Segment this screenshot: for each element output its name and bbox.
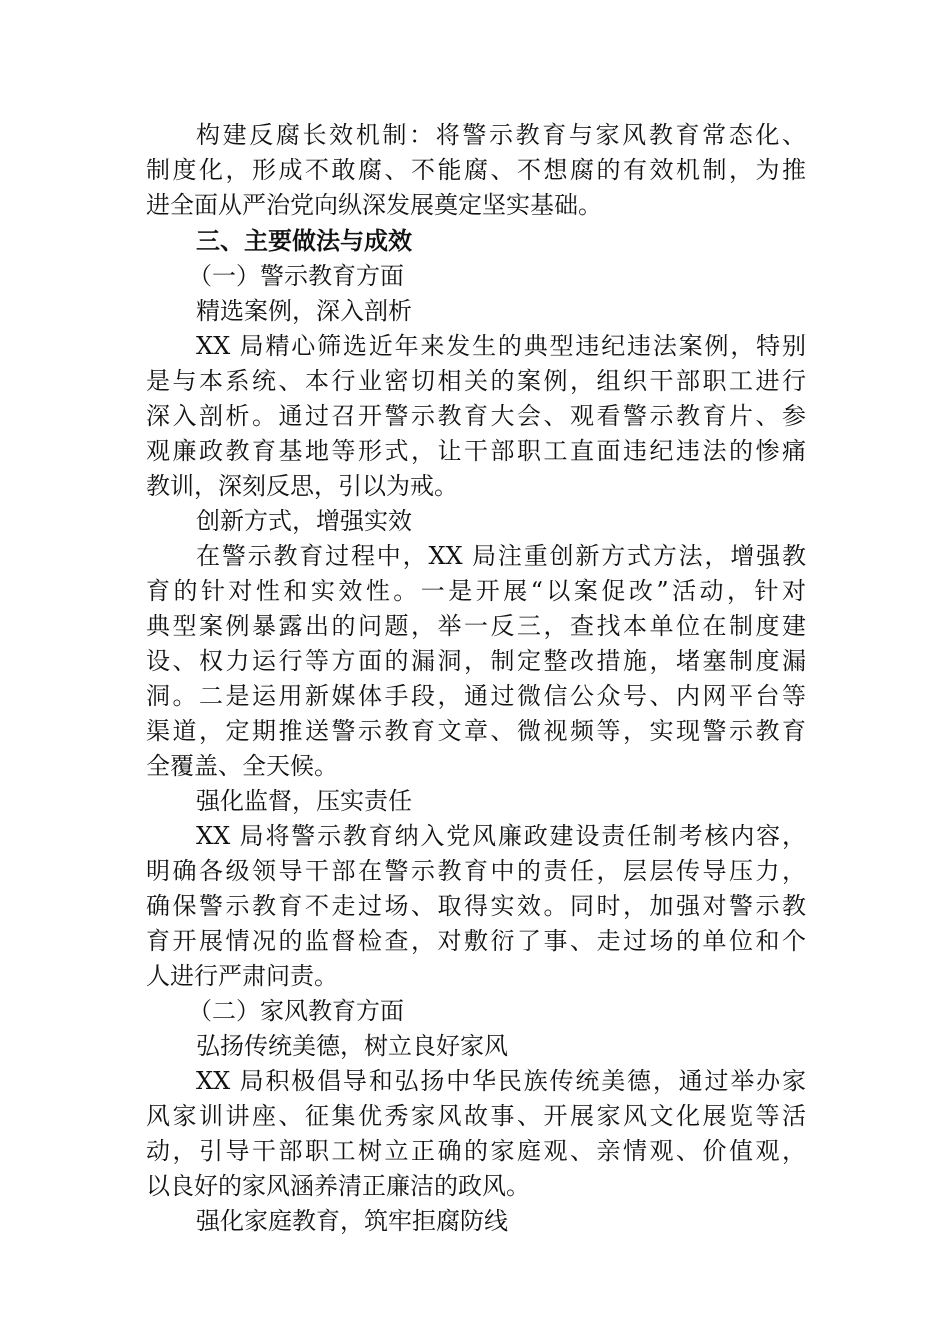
- para-4-line-4: 育开展情况的监督检查，对敷衍了事、走过场的单位和个: [146, 927, 806, 955]
- para-3-line-2: 育的针对性和实效性。一是开展“以案促改”活动，针对: [146, 577, 806, 605]
- para-5-line-1: XX 局积极倡导和弘扬中华民族传统美德，通过举办家: [196, 1067, 806, 1095]
- para-3-line-3: 典型案例暴露出的问题，举一反三，查找本单位在制度建: [146, 612, 806, 640]
- section-heading: 三、主要做法与成效: [196, 226, 412, 255]
- subsection-heading-1: （一）警示教育方面: [188, 262, 404, 290]
- topic-title-2: 创新方式，增强实效: [196, 507, 412, 535]
- subsection-heading-2: （二）家风教育方面: [188, 997, 404, 1025]
- para-2-line-1: XX 局精心筛选近年来发生的典型违纪违法案例，特别: [196, 332, 806, 360]
- topic-title-1: 精选案例，深入剖析: [196, 297, 412, 325]
- para-4-line-5: 人进行严肃问责。: [146, 962, 338, 990]
- topic-title-4: 弘扬传统美德，树立良好家风: [196, 1032, 508, 1060]
- para-5-line-2: 风家训讲座、征集优秀家风故事、开展家风文化展览等活: [146, 1102, 806, 1130]
- para-2-line-3: 深入剖析。通过召开警示教育大会、观看警示教育片、参: [146, 402, 806, 430]
- para-2-line-5: 教训，深刻反思，引以为戒。: [146, 472, 458, 500]
- topic-title-5: 强化家庭教育，筑牢拒腐防线: [196, 1207, 508, 1235]
- para-3-line-7: 全覆盖、全天候。: [146, 752, 338, 780]
- para-1-line-1: 构建反腐长效机制：将警示教育与家风教育常态化、: [196, 121, 806, 149]
- para-4-line-1: XX 局将警示教育纳入党风廉政建设责任制考核内容，: [196, 822, 806, 850]
- para-4-line-3: 确保警示教育不走过场、取得实效。同时，加强对警示教: [146, 892, 806, 920]
- topic-title-3: 强化监督，压实责任: [196, 787, 412, 815]
- para-4-line-2: 明确各级领导干部在警示教育中的责任，层层传导压力，: [146, 857, 806, 885]
- para-3-line-6: 渠道，定期推送警示教育文章、微视频等，实现警示教育: [146, 717, 806, 745]
- para-1-line-2: 制度化，形成不敢腐、不能腐、不想腐的有效机制，为推: [146, 156, 806, 184]
- para-3-line-1: 在警示教育过程中，XX 局注重创新方式方法，增强教: [196, 542, 806, 570]
- para-2-line-4: 观廉政教育基地等形式，让干部职工直面违纪违法的惨痛: [146, 437, 806, 465]
- para-5-line-3: 动，引导干部职工树立正确的家庭观、亲情观、价值观，: [146, 1137, 806, 1165]
- para-3-line-4: 设、权力运行等方面的漏洞，制定整改措施，堵塞制度漏: [146, 647, 806, 675]
- para-2-line-2: 是与本系统、本行业密切相关的案例，组织干部职工进行: [146, 367, 806, 395]
- para-5-line-4: 以良好的家风涵养清正廉洁的政风。: [146, 1172, 530, 1200]
- para-1-line-3: 进全面从严治党向纵深发展奠定坚实基础。: [146, 191, 602, 219]
- para-3-line-5: 洞。二是运用新媒体手段，通过微信公众号、内网平台等: [146, 682, 806, 710]
